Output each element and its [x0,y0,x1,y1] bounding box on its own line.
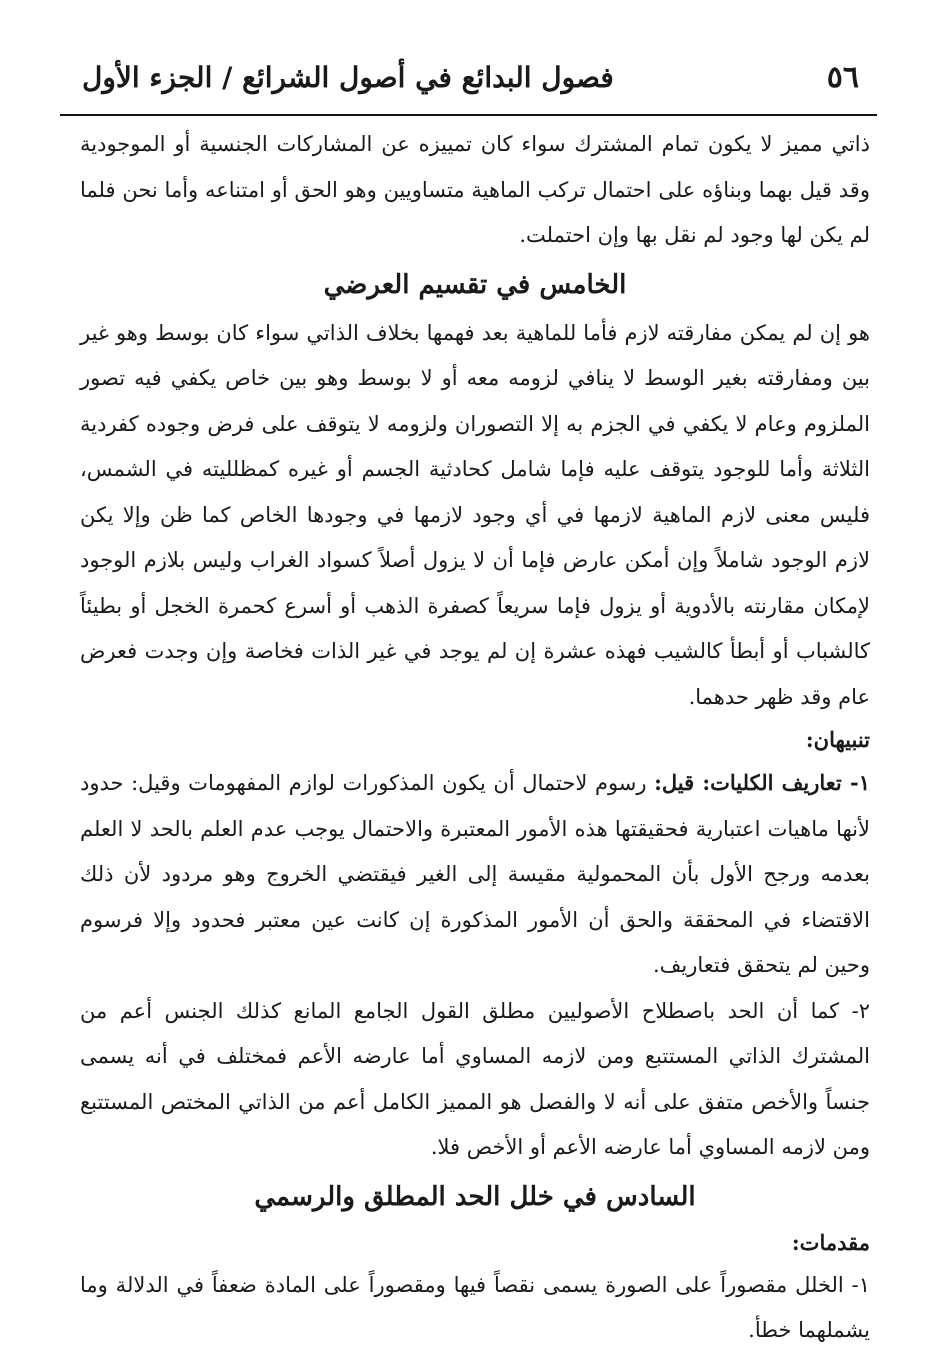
paragraph-1: ذاتي مميز لا يكون تمام المشترك سواء كان تمييزه عن المشاركات الجنسية أو الموجودية وقد قيل بهما وبناؤه على احتمال تركب الماهية متساويين وهو الحق أو امتناعه وأما نحن فلما لم يكن لها وجود لم نقل بها وإن احتملت. [80,132,870,247]
paragraph-4: ٢- كما أن الحد باصطلاح الأصوليين مطلق القول الجامع المانع كذلك الجنس أعم من المشترك الذاتي المستتبع ومن لازمه المساوي أما عارضه الأعم فمختلف في أنه يسمى جنساً والأخص متفق على أنه لا والفصل هو المميز الكامل أعم من الذاتي المختص المستتبع ومن لازمه المساوي أما عارضه الأعم أو الأخص فلا. [80,998,870,1159]
page-number: ٥٦ [826,60,859,95]
paragraph-5: ١- الخلل مقصوراً على الصورة يسمى نقصاً فيها ومقصوراً على المادة ضعفاً في الدلالة وما يشملهما خطأ. [80,1272,870,1342]
subheading-introductions: مقدمات: [791,1229,870,1255]
header-divider [60,114,877,116]
page-header [60,58,877,108]
paragraph-2: هو إن لم يمكن مفارقته لازم فأما للماهية بعد فهمها بخلاف الذاتي سواء كان بوسط وهو غير بين ومفارقته بغير الوسط لا ينافي لزومه معه أو لا بوسط وهو بين خاص يكفي فيه تصور الملزوم وعام لا يكفي في الجزم به إلا التصوران ولزومه لا يتوقف على فرض وجوده كفردية الثلاثة وأما للوجود يتوقف عليه فإما شامل كحادثية الجسم أو غيره كمظلليته في الشمس، فليس معنى لازم الماهية لازمها في أي وجود لازمها في وجودها الخاص كما ظن وإلا يكن لازم الوجود شاملاً وإن أمكن عارض فإما أن لا يزول أصلاً كسواد الغراب وليس بلازم الوجود لإمكان مقارنته بالأدوية أو يزول فإما سريعاً كصفرة الذهب أو أسرع كحمرة الخجل أو بطيئاً كالشباب أو أبطأ كالشيب فهذه عشرة إن لم يوجد في غير الذات فخاصة وإن وجدت فعرض عام وقد ظهر حدهما. [80,320,870,709]
page-body [80,122,870,1354]
subheading-notes: تنبيهان: [805,727,870,752]
running-title: فصول البدائع في أصول الشرائع / الجزء الأول [82,61,614,94]
section-heading-fifth: الخامس في تقسيم العرضي [323,269,627,300]
paragraph-3-text: رسوم لاحتمال أن يكون المذكورات لوازم المفهومات وقيل: حدود لأنها ماهيات اعتبارية فحقيقتها هذه الأمور المعتبرة والاحتمال يوجب عدم العلم بالحد لا العلم بعدمه ورجح الأول بأن المحمولية مقيسة إلى الغير فيقتضي الخروج وهو مردود لأن ذلك الاقتضاء في المحققة والحق أن الأمور المذكورة إن كانت عين معتبر فحدود وإلا فرسوم وحين لم يتحقق فتعاريف. [80,771,870,977]
section-heading-sixth: السادس في خلل الحد المطلق والرسمي [254,1181,696,1212]
paragraph-3-lead: ١- تعاريف الكليات: قيل: [654,770,870,795]
paragraph-3 [80,760,870,989]
